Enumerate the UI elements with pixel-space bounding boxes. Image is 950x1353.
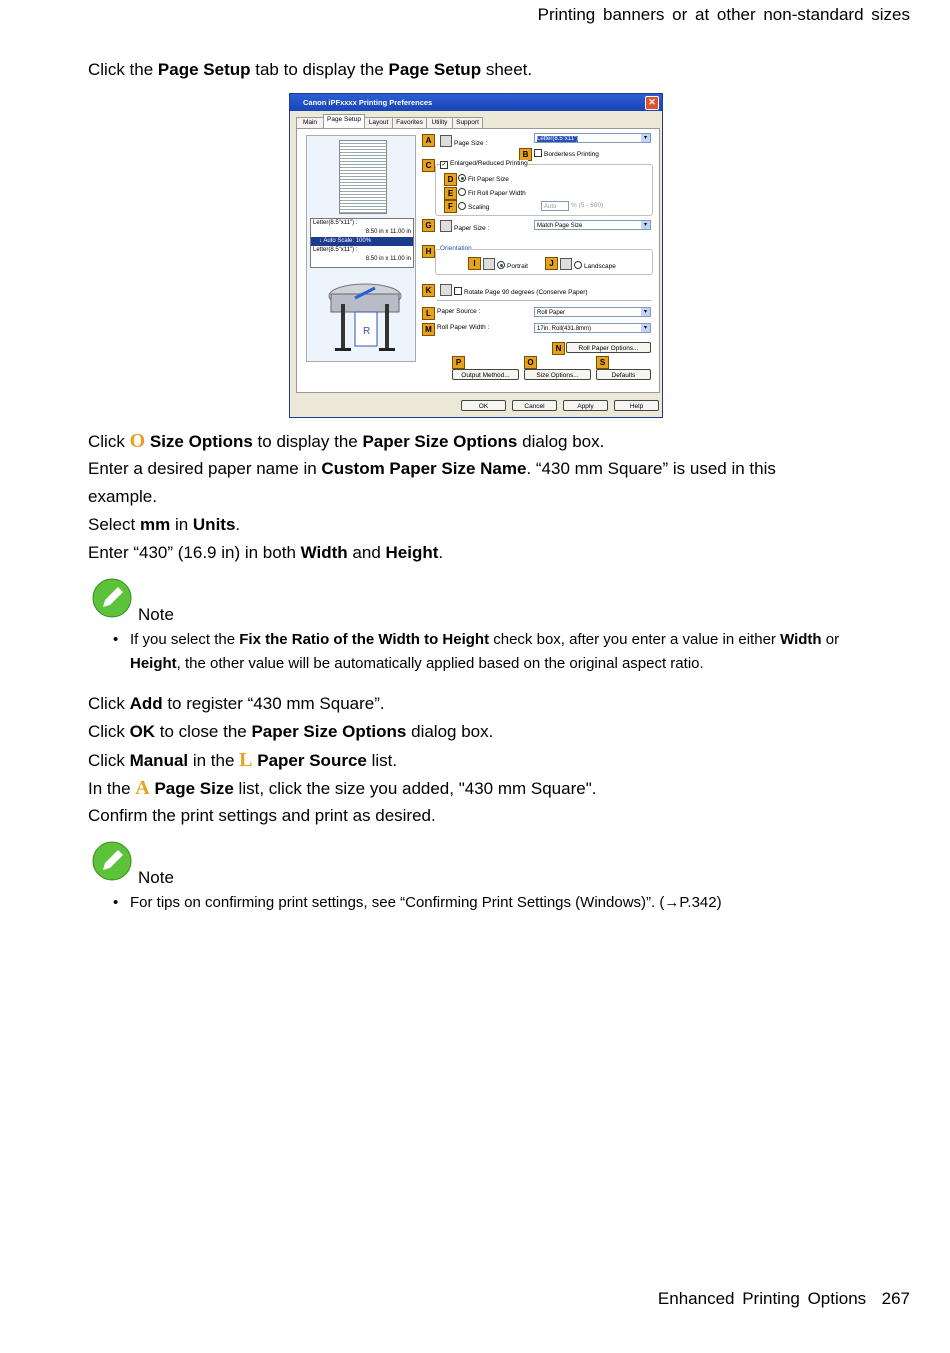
tab-utility[interactable]: Utility [426, 117, 453, 129]
printing-preferences-dialog [289, 93, 663, 418]
landscape-icon [560, 258, 572, 270]
print-preview [306, 135, 416, 362]
callout-i: I [468, 257, 481, 270]
step-text: Enter a desired paper name in Custom Paper Size Name. “430 mm Square” is used in this example. [88, 459, 776, 506]
dialog-title-bar [290, 94, 662, 111]
fit-roll-radio[interactable]: Fit Roll Paper Width [458, 188, 526, 197]
scaling-input[interactable]: Auto [541, 201, 569, 211]
callout-s: S [596, 356, 609, 369]
callout-j: J [545, 257, 558, 270]
bullet-marker: • [113, 894, 119, 911]
portrait-radio[interactable]: Portrait [483, 258, 528, 270]
radio-selected-icon [458, 174, 466, 182]
divider [437, 300, 651, 301]
note-pencil-icon [92, 578, 132, 618]
printer-illustration [325, 274, 405, 359]
orientation-label: Orientation [440, 245, 472, 252]
chevron-down-icon: ▾ [641, 308, 650, 316]
callout-o: O [524, 356, 537, 369]
note-label: Note [138, 868, 174, 887]
callout-e: E [444, 187, 457, 200]
preview-info-highlight: ↓ Auto Scale: 100% [311, 237, 413, 246]
callout-k: K [422, 284, 435, 297]
radio-icon [574, 261, 582, 269]
defaults-button[interactable]: Defaults [596, 369, 651, 380]
page-size-label: Page Size : [440, 135, 487, 147]
preview-info-line: Letter(8.5"x11") : [313, 220, 358, 226]
page-number: 267 [881, 1289, 910, 1308]
step-text: Click OK to close the Paper Size Options dialog box. [88, 722, 494, 741]
checkbox-icon [534, 149, 542, 157]
radio-selected-icon [497, 261, 505, 269]
svg-text:R: R [363, 326, 371, 337]
tab-main[interactable]: Main [296, 117, 324, 129]
step-text: Click Add to register “430 mm Square”. [88, 694, 385, 713]
page-setup-panel [296, 128, 660, 393]
rotate-checkbox[interactable]: Rotate Page 90 degrees (Conserve Paper) [440, 284, 588, 296]
note-text: If you select the Fix the Ratio of the Width to Height check box, after you enter a value in either Width or Height, the other value will be automatically applied based on the original aspect ratio. [130, 631, 840, 672]
roll-width-label: Roll Paper Width : [437, 324, 490, 331]
borderless-checkbox[interactable]: Borderless Printing [534, 149, 599, 158]
fit-paper-radio[interactable]: Fit Paper Size [458, 174, 509, 183]
running-header: Printing banners or at other non-standard sizes [537, 5, 910, 24]
radio-icon [458, 188, 466, 196]
paper-size-select[interactable]: Match Page Size ▾ [534, 220, 651, 230]
scaling-radio[interactable]: Scaling [458, 202, 489, 211]
portrait-icon [483, 258, 495, 270]
ok-button[interactable]: OK [461, 400, 506, 411]
cancel-button[interactable]: Cancel [512, 400, 557, 411]
checkbox-checked-icon: ✓ [441, 162, 447, 168]
note-bullet [113, 891, 873, 917]
callout-m: M [422, 323, 435, 336]
callout-f: F [444, 200, 457, 213]
step-text: Select mm in Units. [88, 515, 241, 534]
chevron-down-icon: ▾ [641, 324, 650, 332]
tab-support[interactable]: Support [452, 117, 483, 129]
callout-l: L [422, 307, 435, 320]
chevron-down-icon: ▾ [641, 221, 650, 229]
preview-info-line: Letter(8.5"x11") : [313, 247, 358, 253]
note-text: For tips on confirming print settings, see “Confirming Print Settings (Windows)”. (→P.342) [130, 894, 722, 911]
paper-source-select[interactable]: Roll Paper ▾ [534, 307, 651, 317]
callout-d: D [444, 173, 457, 186]
page-thumbnail [339, 140, 387, 214]
paper-icon [440, 220, 452, 232]
step-text: Click O Size Options to display the Paper Size Options dialog box. [88, 430, 605, 452]
footer-section: Enhanced Printing Options [657, 1289, 867, 1308]
preview-info-line: 8.50 in x 11.00 in [365, 256, 411, 262]
checkbox-icon [454, 287, 462, 295]
callout-g: G [422, 219, 435, 232]
callout-p: P [452, 356, 465, 369]
page-footer [658, 1289, 910, 1309]
bullet-marker: • [113, 631, 119, 648]
step-text: Click the Page Setup tab to display the Page Setup sheet. [88, 60, 533, 79]
preview-info-line: 8.50 in x 11.00 in [365, 229, 411, 235]
tab-favorites[interactable]: Favorites [392, 117, 427, 129]
landscape-radio[interactable]: Landscape [560, 258, 616, 270]
roll-width-select[interactable]: 17in. Roll(431.8mm) ▾ [534, 323, 651, 333]
callout-b: B [519, 148, 532, 161]
paper-size-label: Paper Size : [440, 220, 489, 232]
tab-page-setup[interactable]: Page Setup [323, 114, 365, 128]
size-options-button[interactable]: Size Options... [524, 369, 591, 380]
page-icon [440, 135, 452, 147]
chevron-down-icon: ▾ [641, 134, 650, 142]
step-text: Click Manual in the L Paper Source list. [88, 749, 398, 771]
close-icon[interactable]: ✕ [645, 96, 659, 110]
step-text: Enter “430” (16.9 in) in both Width and Height. [88, 543, 444, 562]
note-label: Note [138, 605, 174, 624]
output-method-button[interactable]: Output Method... [452, 369, 519, 380]
scaling-range: % (5 - 600) [571, 202, 604, 209]
note-pencil-icon [92, 841, 132, 881]
rotate-icon [440, 284, 452, 296]
dialog-title: Canon iPFxxxx Printing Preferences [303, 98, 433, 107]
radio-icon [458, 202, 466, 210]
apply-button[interactable]: Apply [563, 400, 608, 411]
paper-source-label: Paper Source : [437, 308, 481, 315]
enlarged-checkbox[interactable]: ✓ Enlarged/Reduced Printing [441, 160, 528, 168]
callout-n: N [552, 342, 565, 355]
page-size-select[interactable]: Letter(8.5"x11") ▾ [534, 133, 651, 143]
preview-info-box [310, 218, 414, 268]
callout-c: C [422, 159, 435, 172]
step-text: In the A Page Size list, click the size you added, "430 mm Square". [88, 777, 597, 799]
roll-paper-options-button[interactable]: Roll Paper Options... [566, 342, 651, 353]
callout-a: A [422, 134, 435, 147]
callout-h: H [422, 245, 435, 258]
tab-layout[interactable]: Layout [364, 117, 393, 129]
note-bullet [113, 628, 873, 678]
help-button[interactable]: Help [614, 400, 659, 411]
step-text: Confirm the print settings and print as desired. [88, 806, 436, 825]
